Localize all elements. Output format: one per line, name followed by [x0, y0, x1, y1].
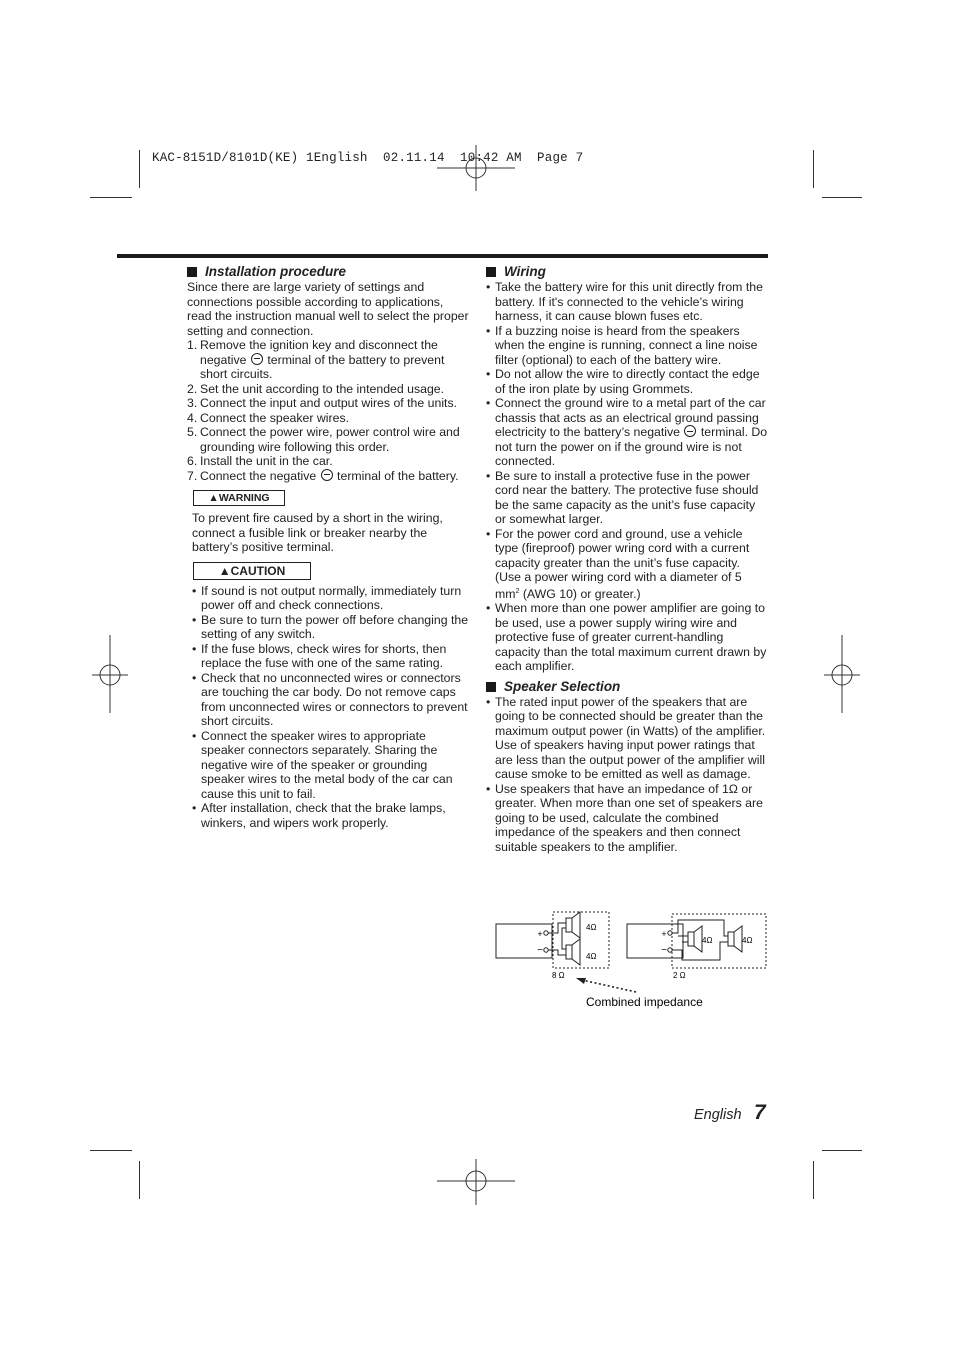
list-item: • Use speakers that have an impedance of 1Ω or greater. When more than one set of speakers are going to be used, calculate the combined impedance of the speakers and then connect suitable speakers to the amplifier.	[486, 782, 769, 855]
crop-mark	[139, 150, 140, 188]
registration-mark-right	[822, 635, 862, 715]
crop-mark	[813, 150, 814, 188]
installation-steps	[187, 338, 469, 483]
list-item: 5. Connect the power wire, power control wire and grounding wire following this order.	[187, 425, 460, 454]
speaker-icon	[566, 945, 572, 959]
square-bullet-icon	[486, 682, 496, 692]
amplifier-box-series	[496, 924, 552, 958]
impedance-label: 4Ω	[742, 936, 753, 945]
list-item: • The rated input power of the speakers that are going to be connected should be greater than the maximum output power (in Watts) of the amplifier. Use of speakers having input power ratings that are less than the output power of the amplifier will cause smoke to be emitted as well as damage.	[486, 695, 769, 782]
crop-mark	[822, 1150, 862, 1151]
square-bullet-icon	[187, 267, 197, 277]
list-item: 6. Install the unit in the car.	[187, 454, 333, 468]
plus-terminal-label: +	[537, 929, 543, 939]
list-item: • Be sure to install a protective fuse in the power cord near the battery. The protective fuse should be the same capacity as the unit’s fuse capacity or somewhat larger.	[486, 469, 769, 527]
impedance-label: 4Ω	[586, 952, 597, 961]
installation-heading	[187, 264, 469, 280]
negative-terminal-icon	[684, 425, 696, 437]
impedance-label: 4Ω	[702, 936, 713, 945]
list-item: • Be sure to turn the power off before changing the setting of any switch.	[192, 613, 469, 642]
warning-text: To prevent fire caused by a short in the wiring, connect a fusible link or breaker nearby the battery’s positive terminal.	[192, 511, 443, 554]
wiring-title: Wiring	[504, 264, 546, 279]
amplifier-box-parallel	[627, 924, 683, 958]
crop-mark	[139, 1161, 140, 1199]
crop-mark	[90, 1150, 132, 1151]
list-item: 7. Connect the negative terminal of the battery.	[187, 468, 459, 483]
impedance-label: 4Ω	[586, 923, 597, 932]
list-item: 1. Remove the ignition key and disconnect the negative terminal of the battery to prevent short circuits.	[187, 338, 445, 381]
speaker-heading	[486, 679, 769, 695]
minus-terminal-label: −	[537, 945, 543, 956]
list-item: • If the fuse blows, check wires for shorts, then replace the fuse with one of the same rating.	[192, 642, 469, 671]
square-bullet-icon	[486, 267, 496, 277]
pointer-arrow	[582, 980, 636, 992]
list-item: 2. Set the unit according to the intended usage.	[187, 381, 445, 396]
list-item: • If sound is not output normally, immediately turn power off and check connections.	[192, 584, 469, 613]
list-item: • When more than one power amplifier are going to be used, use a power supply wiring wire and protective fuse of greater current-handling capacity than the total maximum current drawn by each amplifier.	[486, 601, 769, 674]
impedance-diagram	[492, 908, 772, 1012]
list-item: • For the power cord and ground, use a vehicle type (fireproof) power wring cord with a current capacity greater than the unit’s fuse capacity. (Use a power wiring cord with a diameter of 5 $mm^2$ (AWG 10) or greater.)	[486, 527, 769, 602]
list-item: 4. Connect the speaker wires.	[187, 410, 350, 425]
list-item: • Connect the speaker wires to appropriate speaker connectors separately. Sharing the negative wire of the speaker or grounding speaker wires to the metal body of the car can cause this unit to fail.	[192, 729, 469, 802]
warning-icon: ▲	[208, 492, 219, 504]
speaker-icon	[728, 932, 734, 946]
arrowhead-icon	[576, 978, 586, 984]
combined-impedance-caption: Combined impedance	[586, 995, 703, 1009]
installation-intro: Since there are large variety of settings and connections possible according to applications, read the instruction manual well to select the proper setting and connection.	[187, 280, 469, 338]
negative-terminal-icon	[251, 353, 263, 365]
right-column	[486, 264, 769, 854]
left-column	[187, 264, 469, 830]
footer-language: English	[694, 1107, 742, 1123]
crop-mark	[90, 197, 132, 198]
list-item: • Connect the ground wire to a metal part of the car chassis that acts as an electrical ground passing electricity to the battery’s negative terminal. Do not turn the power on if the ground wire is not connected.	[486, 396, 769, 469]
caution-list	[187, 584, 469, 831]
minus-terminal-label: −	[661, 945, 667, 956]
combined-impedance-series: 8 Ω	[552, 971, 565, 980]
speaker-title: Speaker Selection	[504, 678, 621, 694]
page-number: 7	[754, 1101, 766, 1124]
list-item: • After installation, check that the brake lamps, winkers, and wipers work properly.	[192, 801, 469, 830]
registration-mark-left	[90, 635, 130, 715]
installation-title: Installation procedure	[205, 264, 347, 279]
caution-icon: ▲	[218, 563, 231, 578]
terminal-icon	[544, 948, 548, 952]
speaker-icon	[566, 918, 572, 932]
speaker-icon	[688, 932, 694, 946]
crop-mark	[813, 1161, 814, 1199]
series-speaker-group	[553, 912, 609, 968]
crop-mark	[822, 197, 862, 198]
caution-label-box: ▲CAUTION	[193, 562, 311, 580]
list-item: • Do not allow the wire to directly contact the edge of the iron plate by using Grommets.	[486, 367, 769, 396]
list-item: • Check that no unconnected wires or connectors are touching the car body. Do not remove caps from unconnected wires or connectors to prevent short circuits.	[192, 671, 469, 729]
plus-terminal-label: +	[661, 929, 667, 939]
negative-terminal-icon	[321, 469, 333, 481]
terminal-icon	[544, 931, 548, 935]
wiring-list	[486, 280, 769, 674]
registration-mark-bottom	[437, 1157, 517, 1207]
warning-label-box: ▲WARNING	[193, 490, 285, 506]
list-item: • If a buzzing noise is heard from the speakers when the engine is running, connect a line noise filter (optional) to each of the battery wire.	[486, 324, 769, 368]
combined-impedance-parallel: 2 Ω	[673, 971, 686, 980]
header-rule	[117, 254, 768, 258]
list-item: • Take the battery wire for this unit directly from the battery. If it's connected to the vehicle’s wiring harness, it can cause blown fuses etc.	[486, 280, 769, 324]
list-item: 3. Connect the input and output wires of the units.	[187, 396, 458, 410]
print-slug: KAC-8151D/8101D(KE) 1English 02.11.14 10:42 AM Page 7	[152, 151, 584, 165]
speaker-list	[486, 695, 769, 855]
wiring-heading	[486, 264, 769, 280]
